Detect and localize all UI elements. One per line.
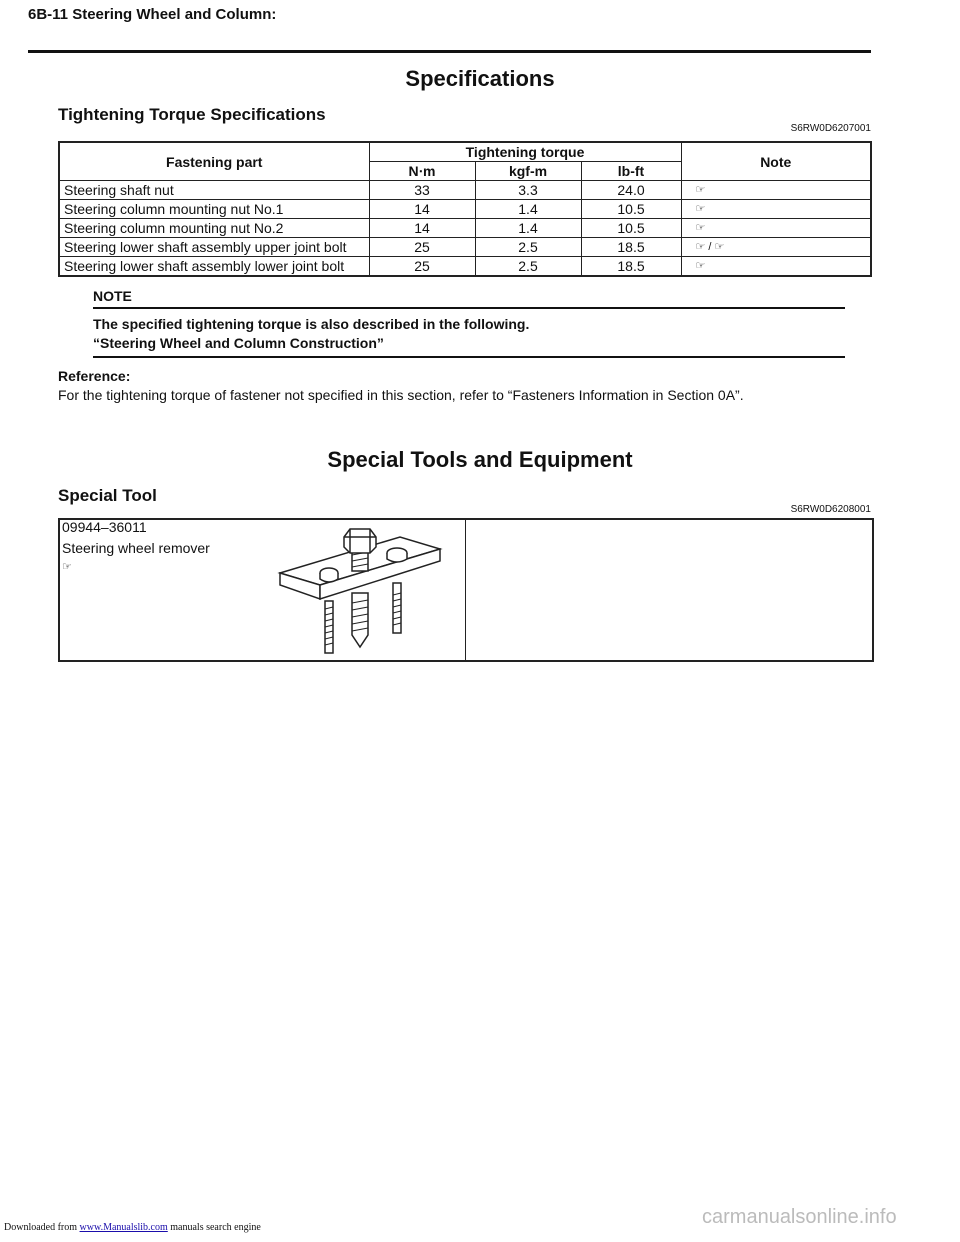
torque-subheading: Tightening Torque Specifications: [58, 105, 326, 124]
cell-lbft: 10.5: [581, 200, 681, 219]
header-rule: [28, 50, 871, 53]
cell-kgfm: 2.5: [475, 238, 581, 257]
cell-note-ref-icon[interactable]: ☞: [681, 219, 871, 238]
cell-part: Steering lower shaft assembly lower joint bolt: [59, 257, 369, 277]
cell-kgfm: 2.5: [475, 257, 581, 277]
section-code: S6RW0D6207001: [790, 123, 871, 134]
cell-part: Steering lower shaft assembly upper joint bolt: [59, 238, 369, 257]
specifications-heading: Specifications: [405, 66, 555, 91]
cell-note-ref-icon[interactable]: ☞: [681, 200, 871, 219]
tool-ref-icon[interactable]: ☞: [62, 561, 72, 573]
cell-nm: 33: [369, 181, 475, 200]
table-row: [59, 219, 871, 238]
tool-number: 09944–36011: [62, 519, 147, 535]
note-title: NOTE: [93, 288, 132, 304]
col-fastening-part: Fastening part: [59, 142, 369, 181]
tool-section-code: S6RW0D6208001: [790, 504, 871, 515]
cell-note-ref-icon[interactable]: ☞ / ☞: [681, 238, 871, 257]
col-note: Note: [681, 142, 871, 181]
reference-title: Reference:: [58, 368, 131, 384]
cell-kgfm: 3.3: [475, 181, 581, 200]
cell-lbft: 10.5: [581, 219, 681, 238]
note-body: [93, 315, 529, 353]
col-tightening-torque: Tightening torque: [369, 142, 681, 162]
tool-box-divider: [465, 520, 466, 660]
steering-wheel-remover-illustration: [272, 523, 452, 655]
footer: [4, 1222, 261, 1233]
cell-lbft: 18.5: [581, 238, 681, 257]
cell-part: Steering column mounting nut No.2: [59, 219, 369, 238]
note-top-rule: [93, 307, 845, 309]
cell-lbft: 18.5: [581, 257, 681, 277]
reference-text: For the tightening torque of fastener not specified in this section, refer to “Fasteners Information in Section 0A”.: [58, 387, 744, 403]
cell-nm: 25: [369, 238, 475, 257]
cell-lbft: 24.0: [581, 181, 681, 200]
note-line: The specified tightening torque is also described in the following.: [93, 316, 530, 332]
cell-nm: 25: [369, 257, 475, 277]
special-tool-subheading: Special Tool: [58, 486, 157, 505]
table-header-row: [59, 142, 871, 162]
table-row: [59, 257, 871, 277]
unit-nm: N⋅m: [369, 162, 475, 181]
manualslib-link[interactable]: www.Manualslib.com: [79, 1222, 168, 1233]
torque-table: [58, 141, 872, 277]
cell-kgfm: 1.4: [475, 219, 581, 238]
tool-name: Steering wheel remover: [62, 540, 210, 556]
cell-part: Steering shaft nut: [59, 181, 369, 200]
page-header: 6B-11 Steering Wheel and Column:: [28, 6, 277, 23]
cell-note-ref-icon[interactable]: ☞: [681, 257, 871, 277]
footer-prefix: Downloaded from: [4, 1222, 80, 1233]
watermark: carmanualsonline.info: [702, 1206, 897, 1228]
note-bottom-rule: [93, 356, 845, 358]
cell-nm: 14: [369, 219, 475, 238]
unit-kgfm: kgf-m: [475, 162, 581, 181]
note-link-construction[interactable]: “Steering Wheel and Column Construction”: [93, 335, 384, 351]
table-row: [59, 238, 871, 257]
table-row: [59, 181, 871, 200]
cell-part: Steering column mounting nut No.1: [59, 200, 369, 219]
cell-note-ref-icon[interactable]: ☞: [681, 181, 871, 200]
unit-lbft: lb-ft: [581, 162, 681, 181]
footer-suffix: manuals search engine: [167, 1222, 261, 1233]
table-row: [59, 200, 871, 219]
cell-nm: 14: [369, 200, 475, 219]
special-tools-heading: Special Tools and Equipment: [327, 447, 633, 472]
cell-kgfm: 1.4: [475, 200, 581, 219]
